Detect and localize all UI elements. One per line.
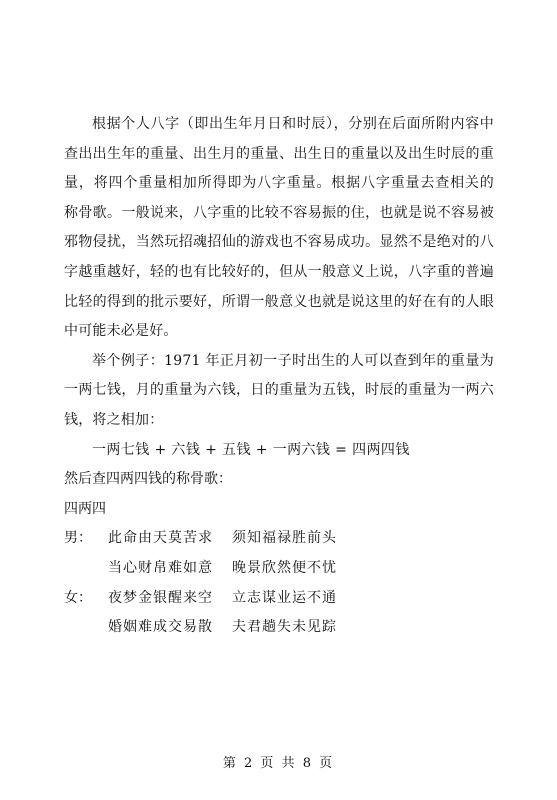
poem-verse: 此命由天莫苦求 — [108, 530, 213, 547]
poem-block — [64, 524, 494, 642]
poem-verse: 当心财帛难如意 — [108, 559, 213, 576]
page-footer: 第 2 页 共 8 页 — [222, 756, 335, 771]
poem-verse: 夜梦金银醒来空 — [108, 589, 213, 606]
document-body — [64, 110, 494, 643]
poem-label-male: 男： — [64, 530, 92, 547]
poem-verse: 立志谋业运不通 — [232, 589, 337, 606]
paragraph-intro: 根据个人八字（即出生年月日和时辰），分别在后面所附内容中查出出生年的重量、出生月的重量、出生日的重量以及出生时辰的重量，将四个重量相加所得即为八字重量。根据八字重量去查相关的 称骨歌。一般说来，八字重的比较不容易振的住，也就是说不容易被邪物侵扰，当然玩招魂招仙的游戏也不容易成功。显然不是绝对的八字越重越好，轻的也有比较好的，但从一般意义上说，八字重的普遍比轻的得到的批示要好，所谓一般意义也就是说这里的好在有的人眼中可能未必是好。 — [64, 116, 494, 340]
poem-row — [64, 554, 494, 584]
lookup-line: 然后查四两四钱的称骨歌： — [64, 471, 232, 488]
poem-label-female: 女： — [64, 589, 92, 606]
poem-verse: 晚景欣然便不忧 — [232, 559, 337, 576]
poem-row — [64, 584, 494, 614]
weight-title: 四两四 — [64, 500, 106, 517]
poem-row — [64, 524, 494, 554]
poem-verse: 婚姻难成交易散 — [108, 619, 213, 636]
weight-formula: 一两七钱 + 六钱 + 五钱 + 一两六钱 = 四两四钱 — [92, 441, 410, 458]
poem-verse: 夫君趟失未见踪 — [232, 619, 337, 636]
poem-verse: 须知福禄胜前头 — [232, 530, 337, 547]
paragraph-example: 举个例子：1971 年正月初一子时出生的人可以查到年的重量为一两七钱，月的重量为六钱，日的重量为五钱，时辰的重量为一两六钱，将之相加： — [64, 352, 494, 428]
poem-row — [64, 613, 494, 643]
